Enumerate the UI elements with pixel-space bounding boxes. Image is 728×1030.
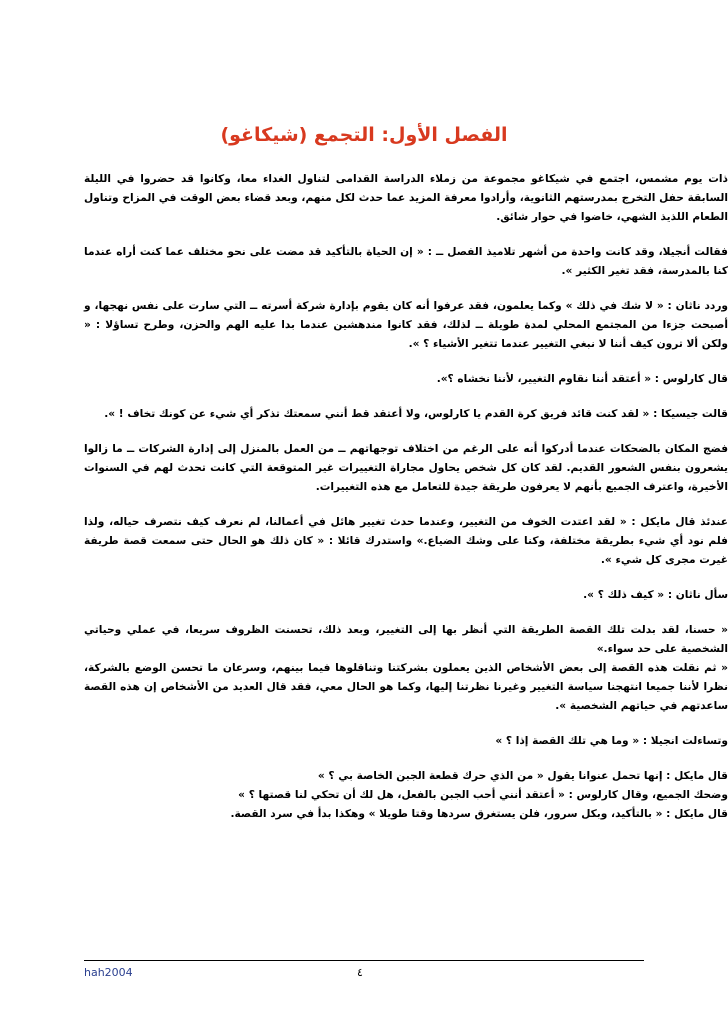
footer-divider xyxy=(84,960,644,961)
paragraph-nathan-asks: سأل ناثان : « كيف ذلك ؟ ». xyxy=(583,589,728,601)
paragraph-angela-asks: وتساءلت انجيلا : « وما هي تلك القصة إذا ؟ » xyxy=(495,735,728,747)
paragraph-carlos: قال كارلوس : « أعتقد أننا نقاوم التغيير، لأننا نخشاه ؟». xyxy=(436,373,728,385)
paragraph-story-title: قال مايكل : إنها تحمل عنوانا يقول « من الذي حرك قطعة الجبن الخاصة بي ؟ » xyxy=(317,770,728,782)
paragraph-michael-begins: قال مايكل : « بالتأكيد، وبكل سرور، فلن يستغرق سردها وقتا طويلا » وهكذا بدأ في سرد القصة. xyxy=(230,808,728,820)
paragraph-carlos-cheese: وضحك الجميع، وقال كارلوس : « أعتقد أنني أحب الجبن بالفعل، هل لك أن تحكي لنا قصتها ؟ » xyxy=(238,789,728,801)
paragraph-michael-fear: عندئذ قال مايكل : « لقد اعتدت الخوف من التغيير، وعندما حدث تغيير هائل في أعمالنا، لم نعرف كيف نتصرف حياله، ولذا فلم نود أي شيء بطريقة مختلفة، وكنا على وشك الضياع.» واستدرك قائلا : « كان ذلك هو الحال حتى سمعت قصة طريفة غيرت مجرى كل شيء ». xyxy=(84,516,728,566)
paragraph-gathering: ذات يوم مشمس، اجتمع في شيكاغو مجموعة من زملاء الدراسة القدامى لتناول الغداء معا، وكانوا قد حضروا في الليلة السابقة حفل التخرج بمدرستهم الثانوية، وأرادوا معرفة المزيد عما حدث لكل منهم، وبعد قضاء بعض الوقت في المزاح وتناول الطعام اللذيذ الشهي، خاضوا في حوار شائق. xyxy=(84,173,728,223)
chapter-body xyxy=(84,170,728,824)
paragraph-story-shared: « ثم نقلت هذه القصة إلى بعض الأشخاص الذين يعملون بشركتنا وتناقلوها فيما بينهم، وسرعان ما تحسن الوضع بالشركة، نظرا لأننا جميعا انتهجنا سياسة التغيير وغيرنا نظرتنا إليها، وكما هو الحال معي، فقد قال العديد من الأشخاص إن هذه القصة ساعدتهم في حياتهم الشخصية ». xyxy=(84,662,728,712)
footer-author: hah2004 xyxy=(84,966,133,979)
page-number: ٤ xyxy=(357,966,363,979)
paragraph-nathan: وردد ناثان : « لا شك في ذلك » وكما يعلمون، فقد عرفوا أنه كان يقوم بإدارة شركة أسرته ــ التي سارت على نفس نهجها، و أصبحت جزءا من المجتمع المحلي لمدة طويلة ــ لذلك، فقد كانوا مندهشين عندما بدا عليه الهم والحزن، وطرح تساؤلا : « ولكن ألا ترون كيف أننا لا نبغي التغيير عندما تتغير الأشياء ؟ ». xyxy=(84,300,728,350)
paragraph-story-changed: « حسنا، لقد بدلت تلك القصة الطريقة التي أنظر بها إلى التغيير، وبعد ذلك، تحسنت الظروف سريعا، في عملي وحياتي الشخصية على حد سواء.» xyxy=(84,624,728,655)
chapter-title: الفصل الأول: التجمع (شيكاغو) xyxy=(220,124,508,146)
paragraph-laughter: فضج المكان بالضحكات عندما أدركوا أنه على الرغم من اختلاف توجهاتهم ــ من العمل بالمنزل إلى إدارة الشركات ــ ما زالوا يشعرون بنفس الشعور القديم. لقد كان كل شخص يحاول مجاراة التغييرات غير المتوقعة التي كانت تحدث لهم في السنوات الأخيرة، واعترف الجميع بأنهم لا يعرفون طريقة جيدة للتعامل مع هذه التغييرات. xyxy=(84,443,728,493)
paragraph-angela: فقالت أنجيلا، وقد كانت واحدة من أشهر تلاميذ الفصل ــ : « إن الحياة بالتأكيد قد مضت على نحو مختلف عما كنت أراه عندما كنا بالمدرسة، فقد تغير الكثير ». xyxy=(84,246,728,277)
paragraph-jessica: قالت جيسيكا : « لقد كنت قائد فريق كرة القدم يا كارلوس، ولا أعتقد قط أنني سمعتك تذكر أي شيء عن كونك تخاف ! ». xyxy=(104,408,728,420)
